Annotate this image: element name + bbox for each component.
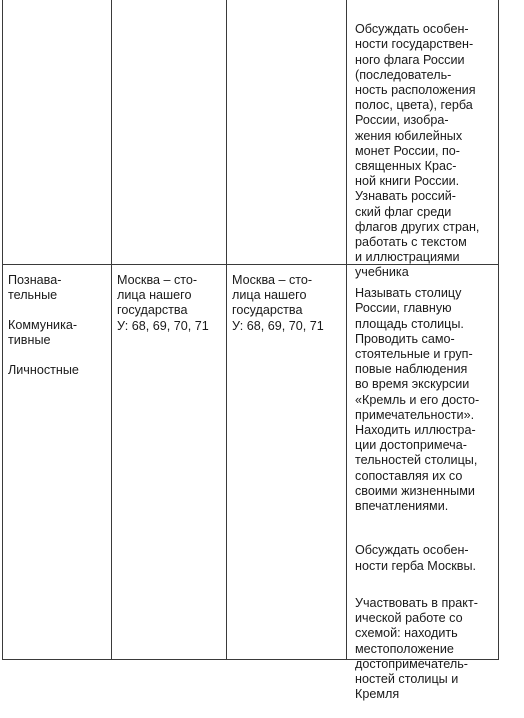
top-row-activities-text: Обсуждать особен- ности государствен- ного флага России (последователь- ность расположения полос, цвета), герба России, изобра- жения юбилейных монет России, по- священных Крас- ной книги России. Узнавать россий- ский флаг среди флагов других стран, работать с текстом и иллюстрациями учебника bbox=[355, 22, 480, 280]
table-column-divider-3 bbox=[346, 0, 347, 660]
table-border-left bbox=[2, 0, 3, 660]
table-column-divider-2 bbox=[226, 0, 227, 660]
table-column-divider-1 bbox=[111, 0, 112, 660]
uud-cognitive-text: Познава- тельные bbox=[8, 273, 62, 303]
uud-communicative-text: Коммуника- тивные bbox=[8, 318, 78, 348]
activity-paragraph-1: Называть столицу России, главную площадь столицы. Проводить само- стоятельные и груп- повые наблюдения во время экскурсии «Кремль и его досто- примечательности». Находить иллюстра- ции достопримеча- тельностей столицы, сопоставляя их со своими жизненными впечатлениями. bbox=[355, 286, 480, 514]
table-border-right bbox=[498, 0, 499, 660]
topic-cell-col3: Москва – сто- лица нашего государства У: 68, 69, 70, 71 bbox=[232, 273, 324, 333]
uud-personal-text: Личностные bbox=[8, 363, 79, 377]
activity-paragraph-3: Участвовать в практ- ической работе со схемой: находить местоположение достопримечатель- ностей столицы и Кремля bbox=[355, 596, 478, 702]
top-row-activities-cell bbox=[355, 7, 497, 296]
topic-cell-col2: Москва – сто- лица нашего государства У: 68, 69, 70, 71 bbox=[117, 273, 209, 333]
activity-paragraph-2: Обсуждать особен- ности герба Москвы. bbox=[355, 543, 476, 573]
second-row-activities-cell bbox=[355, 271, 497, 718]
